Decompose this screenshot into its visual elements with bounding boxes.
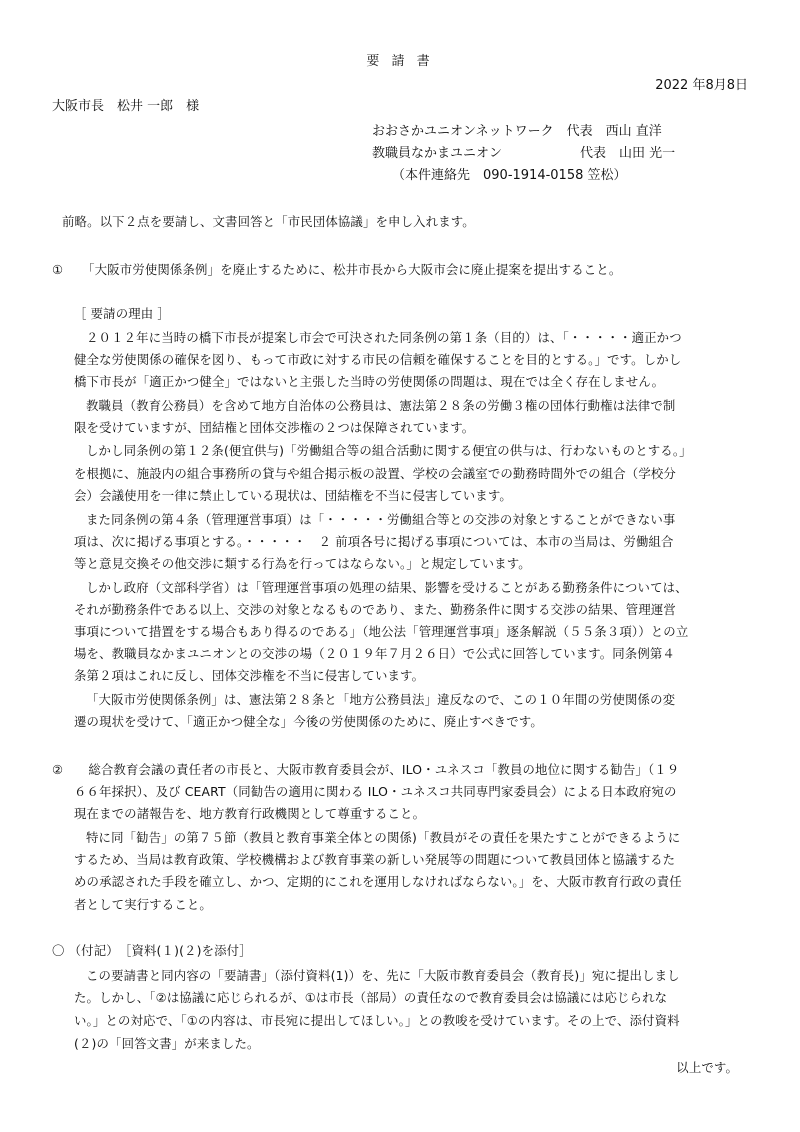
- note-line: い。」との対応で、「①の内容は、市長宛に提出してほしい。」との教唆を受けています。その上で、添付資料: [74, 1013, 680, 1028]
- reason-line: 場を、教職員なかまユニオンとの交渉の場（２０１９年７月２６日）で公式に回答しています。同条例第４: [74, 646, 675, 661]
- reason-line: 橋下市長が「適正かつ健全」ではないと主張した当時の労使関係の問題は、現在では全く存在しません。: [74, 374, 665, 389]
- request-2-line: 現在までの諸報告を、地方教育行政機関として尊重すること。: [74, 806, 426, 821]
- note-line: (２)の「回答文書」が来ました。: [74, 1036, 260, 1051]
- reason-line: 教職員（教育公務員）を含めて地方自治体の公務員は、憲法第２８条の労働３権の団体行動権は法律で制: [86, 398, 676, 413]
- request-2-line: ② 総合教育会議の責任者の市長と、大阪市教育委員会が、ILO・ユネスコ「教員の地位に関する勧告」（１９: [52, 762, 680, 777]
- reason-line: しかし同条例の第１２条(便宜供与)「労働組合等の組合活動に関する便宜の供与は、行わないものとする。」: [86, 443, 692, 458]
- reason-line: 等と意見交換その他交渉に類する行為を行ってはならない。」と規定しています。: [74, 556, 531, 571]
- reason-line: 健全な労使関係の確保を図り、もって市政に対する市民の信頼を確保することを目的とする。」です。しかし: [74, 352, 682, 367]
- intro-paragraph: 前略。以下２点を要請し、文書回答と「市民団体協議」を申し入れます。: [62, 214, 475, 229]
- reason-line: 限を受けていますが、団結権と団体交渉権の２つは保障されています。: [74, 420, 475, 435]
- reason-line: しかし政府（文部科学省）は「管理運営事項の処理の結果、影響を受けることがある勤務条件については、: [86, 580, 688, 595]
- request-2-line: するため、当局は教育政策、学校機構および教育事業の新しい発展等の問題について教員団体と協議するた: [74, 852, 676, 867]
- request-2-line: めの承認された手段を確立し、かつ、定期的にこれを運用しなければならない。」を、大阪市教育行政の責任: [74, 874, 682, 889]
- addressee: 大阪市長 松井 一郎 様: [52, 99, 200, 114]
- reason-line: を根拠に、施設内の組合事務所の貸与や組合掲示板の設置、学校の会議室での勤務時間外での組合（学校分: [74, 466, 676, 481]
- request-2-line: 者として実行すること。: [74, 897, 212, 912]
- reason-line: 遷の現状を受けて、「適正かつ健全な」今後の労使関係のために、廃止すべきです。: [74, 714, 543, 729]
- request-2-line: ６６年採択）、及び CEART（同勧告の適用に関わる ILO・ユネスコ共同専門家委員会）による日本政府宛の: [74, 784, 677, 799]
- reason-line: 項は、次に掲げる事項とする。・・・・・ ２ 前項各号に掲げる事項については、本市の当局は、労働組合: [74, 534, 674, 549]
- closing-text: 以上です。: [676, 1060, 738, 1075]
- reasons-heading: ［ 要請の理由 ］: [74, 306, 170, 321]
- note-heading: 〇 （付記） ［資料(１)(２)を添付］: [52, 943, 252, 958]
- sender-line: 教職員なかまユニオン 代表 山田 光一: [372, 146, 676, 161]
- reason-line: 条第２項はこれに反し、団体交渉権を不当に侵害しています。: [74, 668, 425, 683]
- sender-line: おおさかユニオンネットワーク 代表 西山 直洋: [372, 124, 662, 139]
- note-line: この要請書と同内容の「要請書」（添付資料(1)）を、先に「大阪市教育委員会（教育長)」宛に提出しまし: [86, 968, 680, 983]
- reason-line: 事項について措置をする場合もあり得るのである」（地公法「管理運営事項」逐条解説（５５条３項））との立: [74, 624, 689, 639]
- reason-line: 会）会議使用を一律に禁止している現状は、団結権を不当に侵害しています。: [74, 488, 512, 503]
- contact-line: （本件連絡先 090-1914-0158 笠松）: [392, 168, 627, 183]
- reason-line: 「大阪市労使関係条例」は、憲法第２８条と「地方公務員法」違反なので、この１０年間の労使関係の変: [86, 692, 676, 707]
- reason-line: また同条例の第４条（管理運営事項）は「・・・・・労働組合等との交渉の対象とすることができない事: [86, 512, 676, 527]
- note-line: た。しかし、「②は協議に応じられるが、①は市長（部局）の責任なので教育委員会は協議には応じられな: [74, 990, 668, 1005]
- document-date: 2022 年8月8日: [655, 78, 748, 93]
- document-title: 要 請 書: [366, 54, 434, 69]
- reason-line: ２０１２年に当時の橋下市長が提案し市会で可決された同条例の第１条（目的）は、「・・・・・適正かつ: [86, 330, 682, 345]
- request-1: ① 「大阪市労使関係条例」を廃止するために、松井市長から大阪市会に廃止提案を提出すること。: [52, 262, 622, 277]
- request-2-line: 特に同「勧告」の第７５節（教員と教育事業全体との関係)「教員がその責任を果たすことができるように: [86, 830, 681, 845]
- reason-line: それが勤務条件である以上、交渉の対象となるものであり、また、勤務条件に関する交渉の結果、管理運営: [74, 602, 676, 617]
